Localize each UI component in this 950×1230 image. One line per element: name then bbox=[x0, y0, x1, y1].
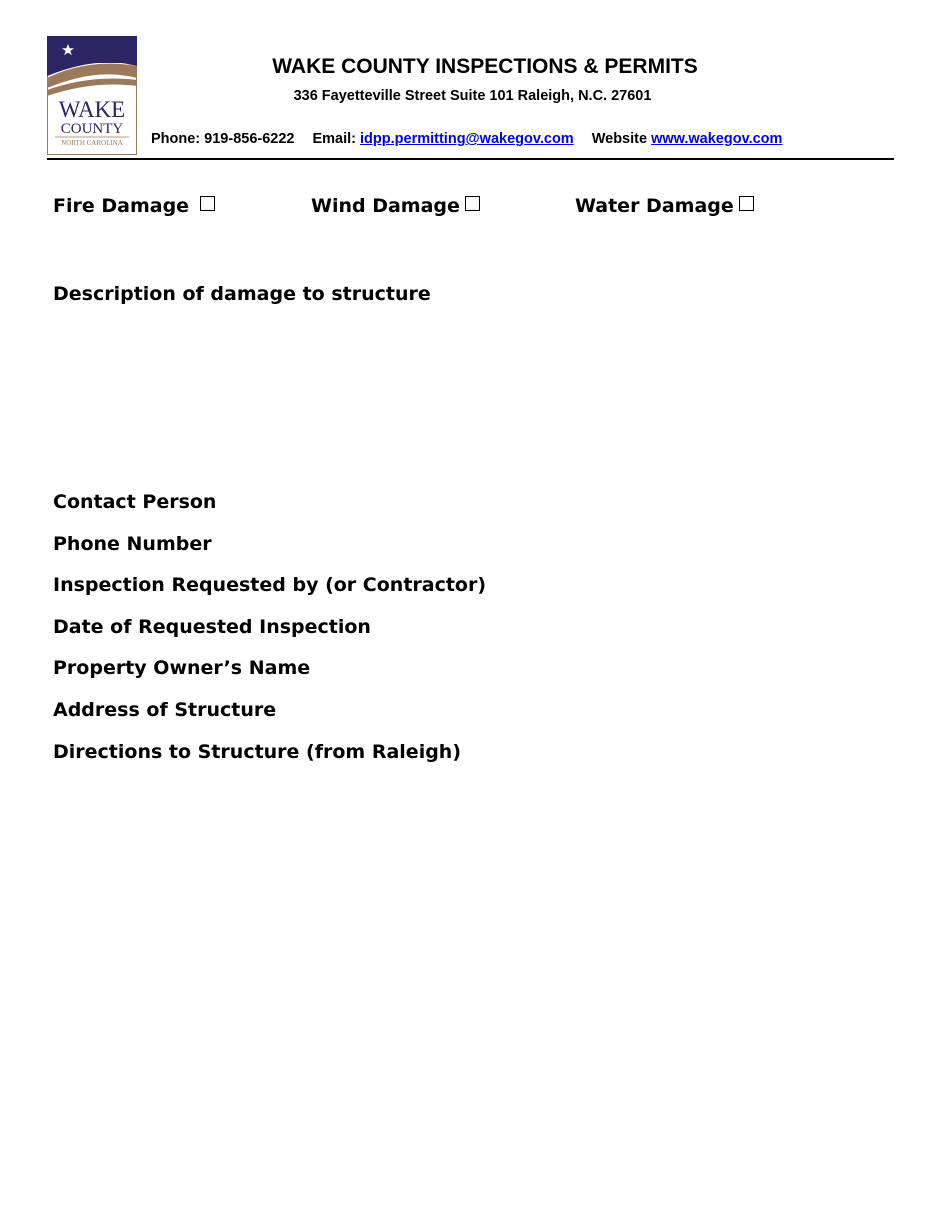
wake-county-logo bbox=[47, 36, 137, 155]
logo-state: NORTH CAROLINA bbox=[61, 139, 123, 147]
water-damage-checkbox[interactable] bbox=[739, 196, 754, 211]
wind-damage-checkbox[interactable] bbox=[465, 196, 480, 211]
phone-number-label: Phone Number bbox=[53, 533, 212, 555]
inspection-date-label: Date of Requested Inspection bbox=[53, 616, 371, 638]
fire-damage-label: Fire Damage bbox=[53, 195, 190, 217]
fire-damage-checkbox[interactable] bbox=[200, 196, 215, 211]
structure-address-label: Address of Structure bbox=[53, 699, 277, 721]
directions-label: Directions to Structure (from Raleigh) bbox=[53, 741, 462, 763]
water-damage-label: Water Damage bbox=[575, 195, 734, 217]
phone-number: 919-856-6222 bbox=[204, 131, 295, 147]
contact-person-label: Contact Person bbox=[53, 491, 217, 513]
logo-county: COUNTY bbox=[60, 121, 124, 137]
property-owner-label: Property Owner’s Name bbox=[53, 657, 311, 679]
header-divider bbox=[47, 158, 894, 160]
phone-label: Phone: bbox=[151, 131, 201, 147]
wind-damage-label: Wind Damage bbox=[311, 195, 460, 217]
page-title: WAKE COUNTY INSPECTIONS & PERMITS bbox=[272, 55, 698, 78]
email-label: Email: bbox=[312, 131, 356, 147]
description-label: Description of damage to structure bbox=[53, 283, 431, 305]
email-link[interactable]: idpp.permitting@wakegov.com bbox=[360, 131, 574, 147]
inspection-requested-by-label: Inspection Requested by (or Contractor) bbox=[53, 574, 487, 596]
website-label: Website bbox=[591, 131, 648, 147]
office-address: 336 Fayetteville Street Suite 101 Raleigh, N.C. 27601 bbox=[293, 88, 652, 104]
website-link[interactable]: www.wakegov.com bbox=[651, 131, 783, 147]
logo-wordmark: WAKE bbox=[58, 97, 126, 122]
contact-line bbox=[151, 130, 782, 148]
